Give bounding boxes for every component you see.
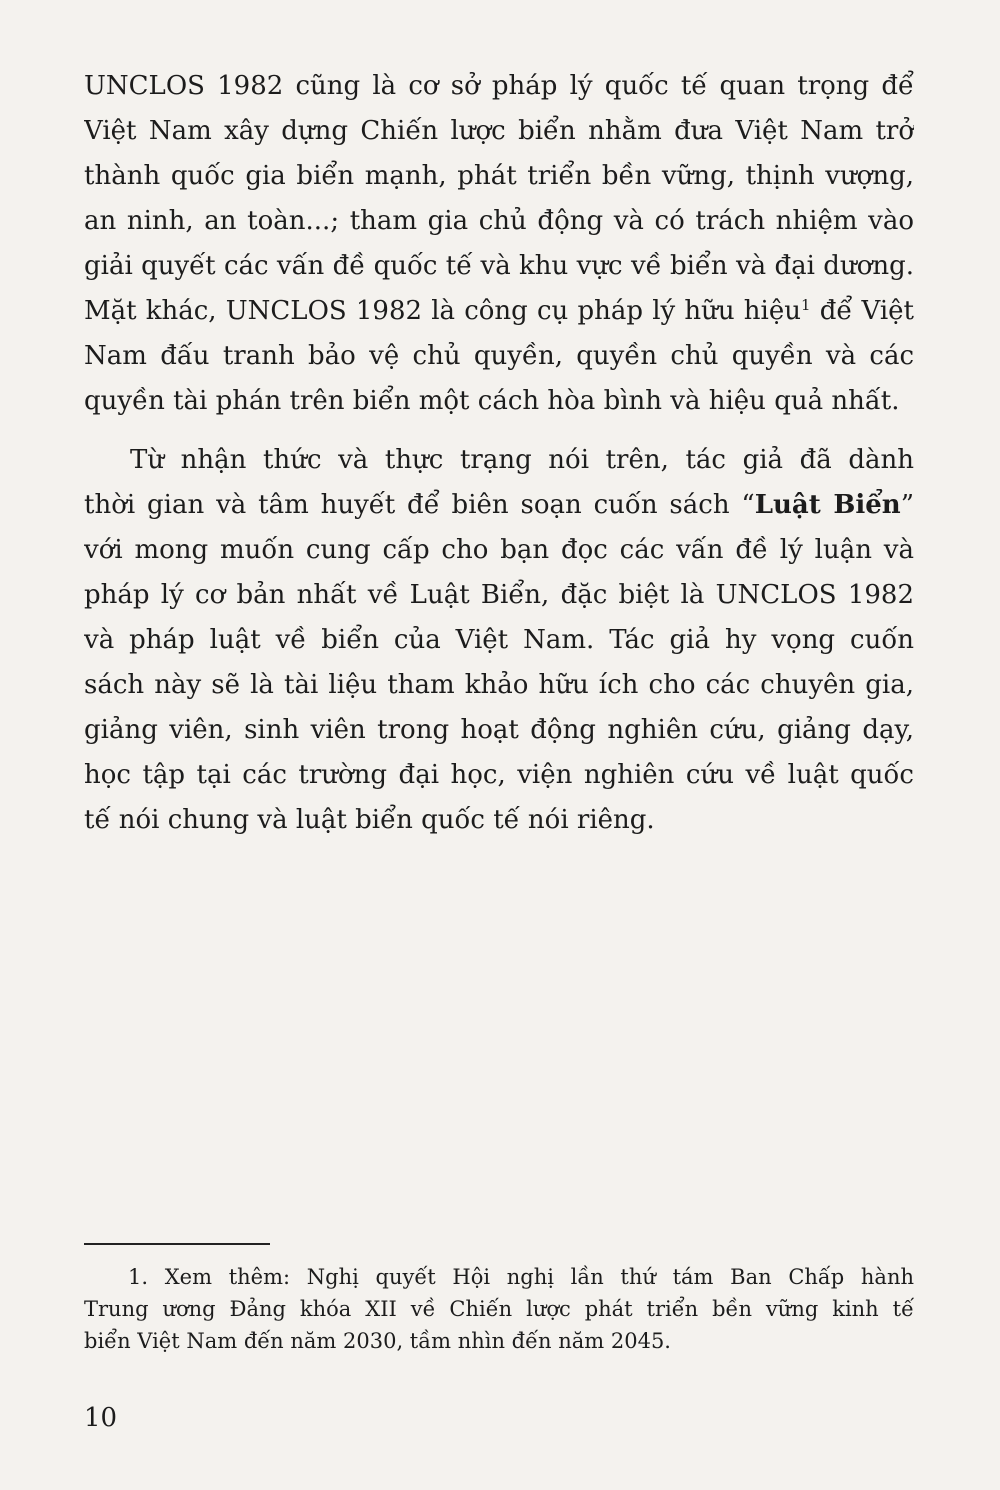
text-line: sách này sẽ là tài liệu tham khảo hữu ích cho các chuyên gia, xyxy=(84,670,914,700)
text-segment: Mặt khác, UNCLOS 1982 là công cụ pháp lý hữu hiệu xyxy=(84,296,801,326)
text-line xyxy=(84,295,914,327)
text-segment: thời gian và tâm huyết để biên soạn cuốn sách “ xyxy=(84,490,755,520)
footnote-line: Trung ương Đảng khóa XII về Chiến lược phát triển bền vững kinh tế xyxy=(84,1297,914,1321)
text-line: giảng viên, sinh viên trong hoạt động nghiên cứu, giảng dạy, xyxy=(84,715,914,745)
text-line: Từ nhận thức và thực trạng nói trên, tác giả đã dành xyxy=(130,445,914,475)
text-line: thành quốc gia biển mạnh, phát triển bền vững, thịnh vượng, xyxy=(84,161,914,191)
footnote-line: 1. Xem thêm: Nghị quyết Hội nghị lần thứ tám Ban Chấp hành xyxy=(128,1265,914,1289)
text-line: UNCLOS 1982 cũng là cơ sở pháp lý quốc tế quan trọng để xyxy=(84,71,914,101)
text-line: tế nói chung và luật biển quốc tế nói riêng. xyxy=(84,805,655,835)
book-title: Luật Biển xyxy=(754,490,901,520)
text-line: Nam đấu tranh bảo vệ chủ quyền, quyền chủ quyền và các xyxy=(84,341,914,371)
text-line: quyền tài phán trên biển một cách hòa bình và hiệu quả nhất. xyxy=(84,386,900,416)
text-line xyxy=(84,489,914,521)
text-line: Việt Nam xây dựng Chiến lược biển nhằm đưa Việt Nam trở xyxy=(84,116,914,146)
text-line: pháp lý cơ bản nhất về Luật Biển, đặc biệt là UNCLOS 1982 xyxy=(84,580,914,610)
footnote-marker: 1 xyxy=(800,296,811,314)
text-line: giải quyết các vấn đề quốc tế và khu vực về biển và đại dương. xyxy=(84,251,914,281)
footnote-line: biển Việt Nam đến năm 2030, tầm nhìn đến năm 2045. xyxy=(84,1329,671,1353)
text-line: với mong muốn cung cấp cho bạn đọc các vấn đề lý luận và xyxy=(84,535,914,565)
text-line: và pháp luật về biển của Việt Nam. Tác giả hy vọng cuốn xyxy=(84,625,914,655)
footnote-separator xyxy=(84,1243,270,1245)
text-line: học tập tại các trường đại học, viện nghiên cứu về luật quốc xyxy=(84,760,914,790)
page-number: 10 xyxy=(84,1403,118,1433)
text-line: an ninh, an toàn...; tham gia chủ động và có trách nhiệm vào xyxy=(84,206,914,236)
text-segment: ” xyxy=(900,490,914,520)
text-segment: để Việt xyxy=(810,296,914,326)
